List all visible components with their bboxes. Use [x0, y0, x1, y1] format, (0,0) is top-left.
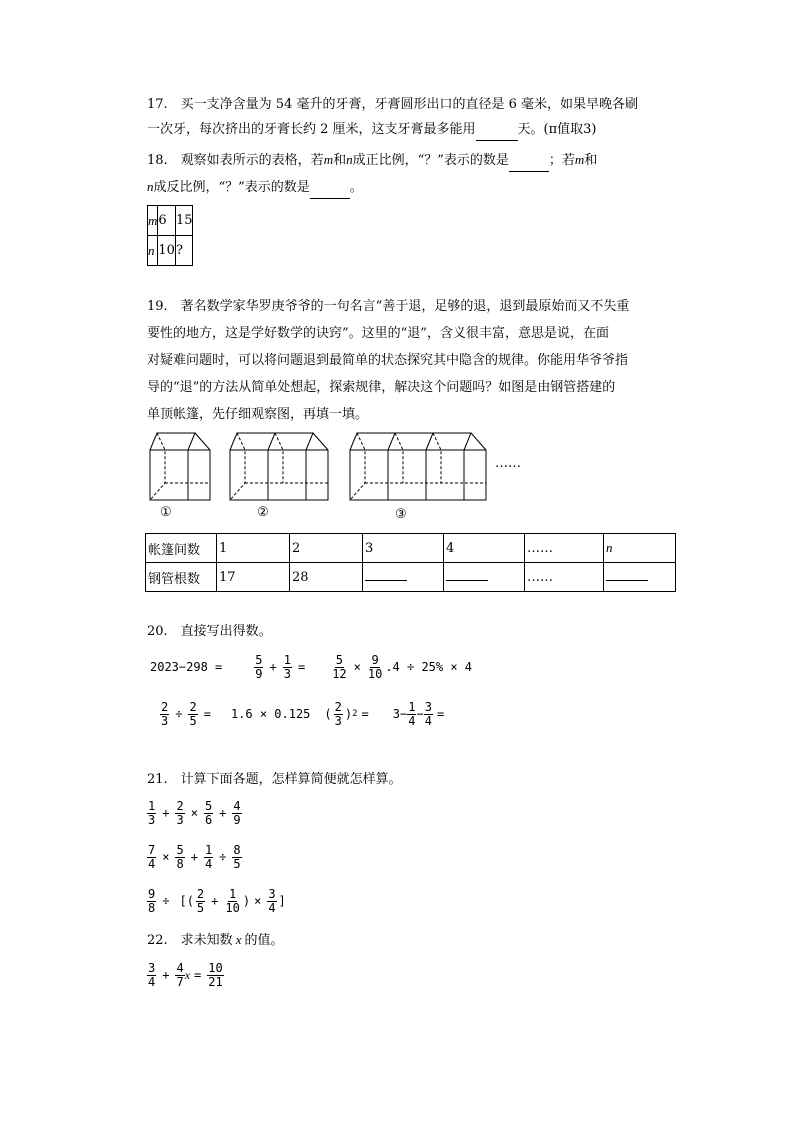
- q21-problem-1: 1 3 + $\frac{2}{3}$ × $\frac{5}{6}$ + $\frac{4}{9}$: [148, 798, 241, 827]
- q21-title: 21. 计算下面各题，怎样算简便就怎样算。: [147, 772, 402, 787]
- q17-answer-blank[interactable]: [476, 120, 518, 141]
- q19-line5: 单顶帐篷，先仔细观察图，再填一填。: [147, 407, 369, 422]
- q22-title: 22. 求未知数 x 的值。: [147, 932, 284, 948]
- q18-direct-blank[interactable]: [509, 151, 549, 172]
- pipes-n-blank[interactable]: [606, 580, 648, 581]
- tent-label-2: ②: [257, 505, 269, 520]
- q18-table: m 6 15 n 10 ?: [147, 205, 193, 266]
- q19-line3: 对疑难问题时，可以将问题退到最简单的状态探究其中隐含的规律。你能用华爷爷指: [147, 353, 629, 368]
- q20-e6: 1.6 × 0.125: [230, 707, 311, 721]
- q19-line1: 19. 著名数学家华罗庚爷爷的一句名言“善于退，足够的退，退到最原始而又不失重: [147, 299, 630, 314]
- q19-line2: 要性的地方，这是学好数学的诀窍”。这里的“退”，含义很丰富，意思是说，在面: [147, 326, 609, 341]
- q17-line2: 一次牙，每次挤出的牙膏长约 2 厘米，这支牙膏最多能用 天。(π值取3): [147, 120, 597, 141]
- pipes-4-blank[interactable]: [446, 580, 488, 581]
- table-row: 钢管根数 17 28 ……: [146, 563, 676, 592]
- q22-equation: 3 4 + $\frac{4}{7}$ x = $\frac{10}{21}$: [148, 960, 223, 989]
- q18-line2: n成反比例，“？”表示的数是 。: [147, 177, 363, 199]
- q21-problem-2: $\frac{7}{4}$ × $\frac{5}{8}$ + $\frac{1}{4}$ ÷ $\frac{8}{5}$: [148, 842, 241, 871]
- tent-figures: [145, 428, 505, 508]
- tent-label-3: ③: [395, 507, 407, 522]
- q21-problem-3: $\frac{9}{8}$ ÷ [( 2 5 + $\frac{1}{10}$ ) × $\frac{3}{4}$ ]: [148, 886, 286, 915]
- pipes-3-blank[interactable]: [365, 580, 407, 581]
- q20-row1: 2023−298 = $\frac{5}{9}$ + $\frac{1}{3}$ = $\frac{5}{12}$ × $\frac{9}{10}$ .4 ÷ 25% × 4: [150, 652, 473, 681]
- table-row: 帐篷间数 1 2 3 4 …… n: [146, 534, 676, 563]
- tent-1: [150, 433, 210, 500]
- q20-title: 20. 直接写出得数。: [147, 624, 272, 639]
- q18-line1: 18. 观察如表所示的表格，若m和n成正比例，“？”表示的数是 ；若m和: [147, 150, 597, 172]
- tent-continuation-dots: ……: [495, 456, 521, 471]
- q17-line1: 17. 买一支净含量为 54 毫升的牙膏，牙膏圆形出口的直径是 6 毫米，如果早晚各刷: [147, 97, 639, 112]
- q20-e4: .4 ÷ 25% × 4: [385, 660, 473, 674]
- tent-2: [230, 433, 328, 500]
- q20-row2: $\frac{2}{3}$ ÷ $\frac{2}{5}$ = 1.6 × 0.125 ( 2 3 ) 2 = 3− $\frac{1}{4}$ − $\frac{3}{4}$ =: [161, 699, 445, 728]
- tent-label-1: ①: [160, 505, 172, 520]
- tent-3: [350, 433, 486, 500]
- q19-table: [145, 533, 676, 592]
- q19-line4: 导的“退”的方法从简单处想起，探索规律，解决这个问题吗？如图是由钢管搭建的: [147, 380, 616, 395]
- q18-inverse-blank[interactable]: [310, 178, 350, 199]
- q20-e1: 2023−298 =: [150, 660, 223, 674]
